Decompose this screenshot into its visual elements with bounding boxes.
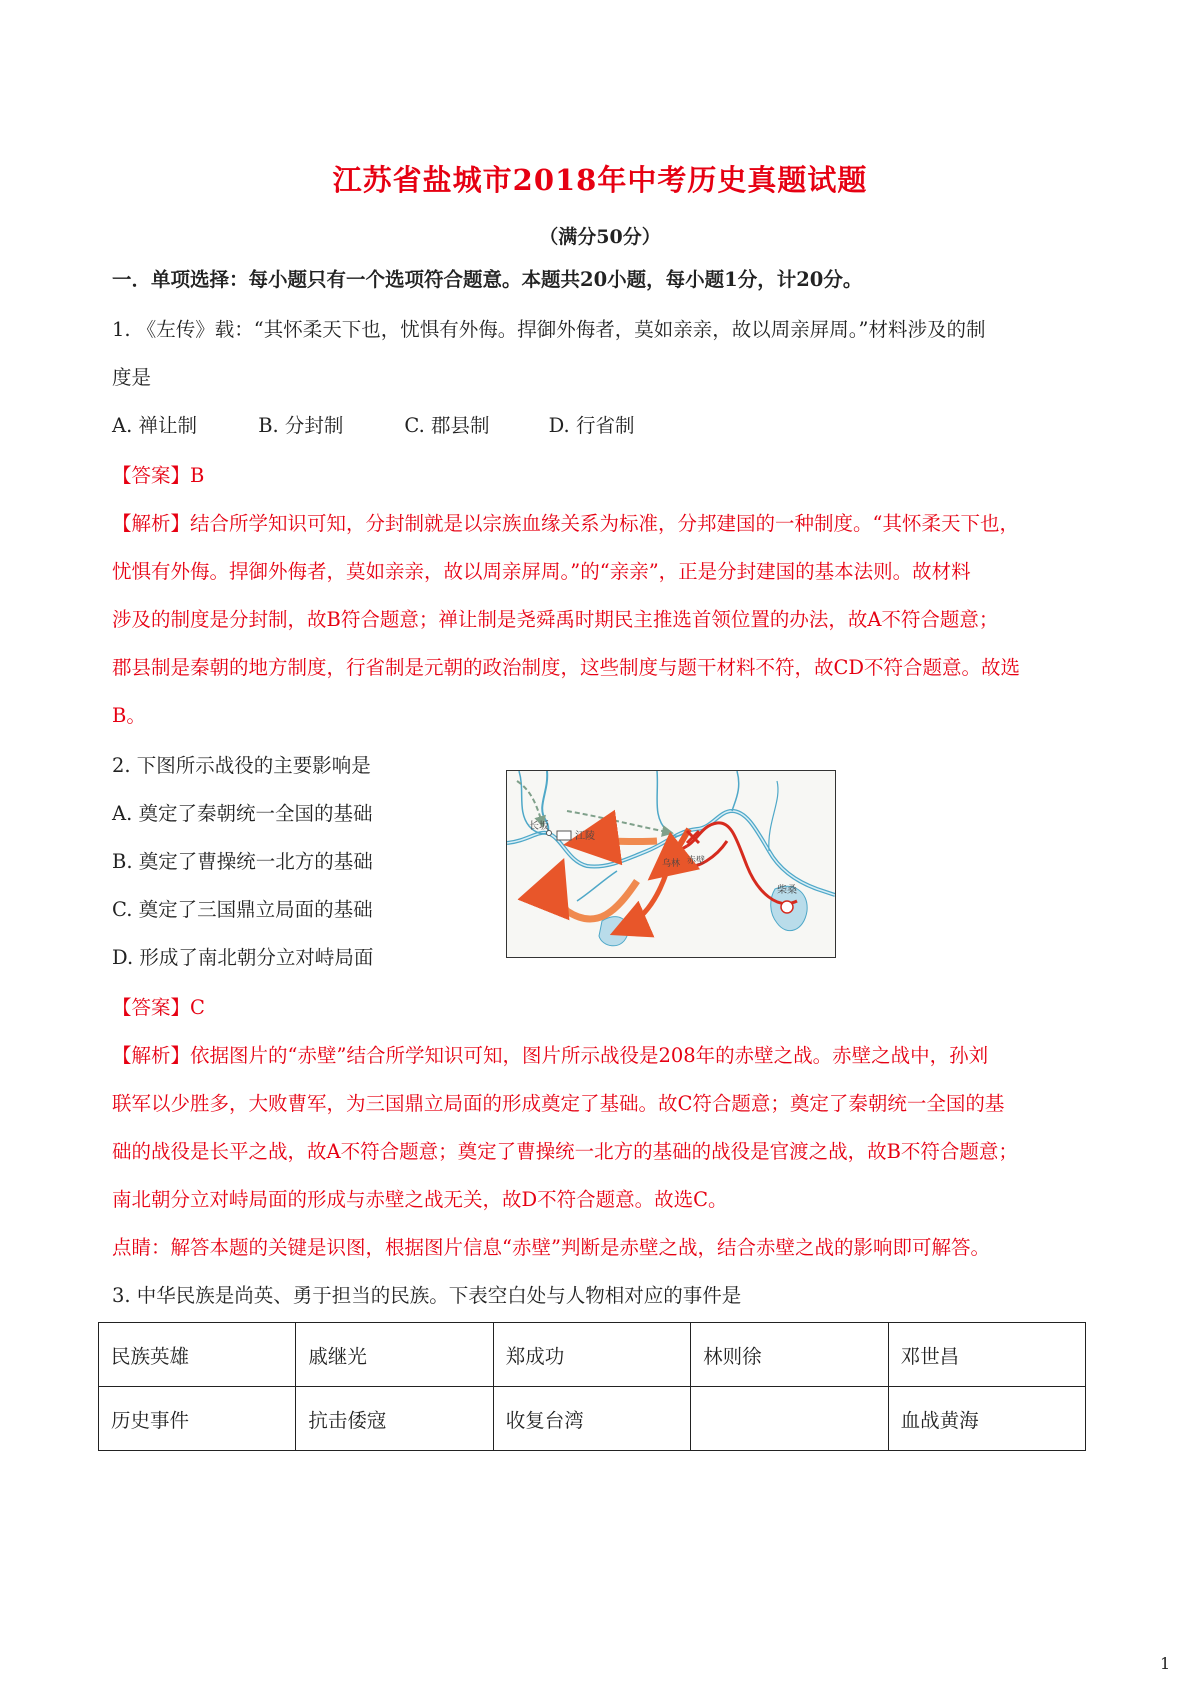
table-cell: 戚继光 xyxy=(296,1323,493,1387)
q1-stem-line1: 1. 《左传》载：“其怀柔天下也，忧惧有外侮。捍御外侮者，莫如亲亲，故以周亲屏周。”材料涉及的制 xyxy=(112,318,986,341)
q2-option-b: B. 奠定了曹操统一北方的基础 xyxy=(112,850,373,873)
page-number: 1 xyxy=(1160,1654,1171,1673)
q1-analysis-line5: B。 xyxy=(112,704,146,727)
q1-option-c: C. 郡县制 xyxy=(404,414,490,437)
q2-tip: 点睛：解答本题的关键是识图，根据图片信息“赤壁”判断是赤壁之战，结合赤壁之战的影响即可解答。 xyxy=(112,1236,990,1259)
q2-option-d: D. 形成了南北朝分立对峙局面 xyxy=(112,946,374,969)
q2-analysis-line4: 南北朝分立对峙局面的形成与赤壁之战无关，故D不符合题意。故选C。 xyxy=(112,1188,728,1211)
chibi-battle-map-graphic xyxy=(507,771,835,957)
label-chaisang: 柴桑 xyxy=(777,885,797,896)
table-row xyxy=(99,1387,1086,1451)
table-cell: 历史事件 xyxy=(99,1387,296,1451)
q2-stem: 2. 下图所示战役的主要影响是 xyxy=(112,754,371,777)
label-changban: 长坂 xyxy=(529,821,549,832)
battle-map xyxy=(506,770,836,958)
label-jiangling: 江陵 xyxy=(575,831,595,842)
q1-stem-line2: 度是 xyxy=(112,366,152,389)
table-cell: 民族英雄 xyxy=(99,1323,296,1387)
table-row xyxy=(99,1323,1086,1387)
q1-analysis-line4: 郡县制是秦朝的地方制度，行省制是元朝的政治制度，这些制度与题干材料不符，故CD不符合题意。故选 xyxy=(112,656,1021,679)
table-cell: 收复台湾 xyxy=(493,1387,690,1451)
q1-option-b: B. 分封制 xyxy=(258,414,344,437)
table-cell: 邓世昌 xyxy=(888,1323,1085,1387)
table-cell: 血战黄海 xyxy=(888,1387,1085,1451)
q2-option-c: C. 奠定了三国鼎立局面的基础 xyxy=(112,898,373,921)
q3-stem: 3. 中华民族是尚英、勇于担当的民族。下表空白处与人物相对应的事件是 xyxy=(112,1284,742,1307)
q2-option-a: A. 奠定了秦朝统一全国的基础 xyxy=(112,802,373,825)
q2-analysis-line3: 础的战役是长平之战，故A不符合题意；奠定了曹操统一北方的基础的战役是官渡之战，故B不符合题意； xyxy=(112,1140,1018,1163)
q2-answer: 【答案】C xyxy=(112,996,205,1019)
label-chibi: 赤壁 xyxy=(687,856,706,866)
table-cell: 抗击倭寇 xyxy=(296,1387,493,1451)
heroes-table xyxy=(98,1322,1086,1451)
page-title: 江苏省盐城市2018年中考历史真题试题 xyxy=(332,163,868,197)
q1-option-d: D. 行省制 xyxy=(548,414,635,437)
q1-options xyxy=(112,414,634,438)
blank-table-cell xyxy=(691,1387,888,1451)
page-subtitle: （满分50分） xyxy=(539,226,661,248)
q1-analysis-line3: 涉及的制度是分封制，故B符合题意；禅让制是尧舜禹时期民主推选首领位置的办法，故A不符合题意； xyxy=(112,608,999,631)
q1-option-a: A. 禅让制 xyxy=(112,414,197,437)
q1-analysis-line2: 忧惧有外侮。捍御外侮者，莫如亲亲，故以周亲屏周。”的“亲亲”，正是分封建国的基本法则。故材料 xyxy=(112,560,971,583)
section-heading: 一．单项选择：每小题只有一个选项符合题意。本题共20小题，每小题1分，计20分。 xyxy=(112,268,863,291)
q1-analysis-line1: 【解析】结合所学知识可知，分封制就是以宗族血缘关系为标准，分邦建国的一种制度。“其怀柔天下也， xyxy=(112,512,1019,535)
table-cell: 郑成功 xyxy=(493,1323,690,1387)
q2-analysis-line2: 联军以少胜多，大败曹军，为三国鼎立局面的形成奠定了基础。故C符合题意；奠定了秦朝统一全国的基 xyxy=(112,1092,1005,1115)
label-wulin: 乌林 xyxy=(662,859,681,869)
q2-analysis-line1: 【解析】依据图片的“赤壁”结合所学知识可知，图片所示战役是208年的赤壁之战。赤壁之战中，孙刘 xyxy=(112,1044,989,1067)
q1-answer: 【答案】B xyxy=(112,464,205,487)
table-cell: 林则徐 xyxy=(691,1323,888,1387)
